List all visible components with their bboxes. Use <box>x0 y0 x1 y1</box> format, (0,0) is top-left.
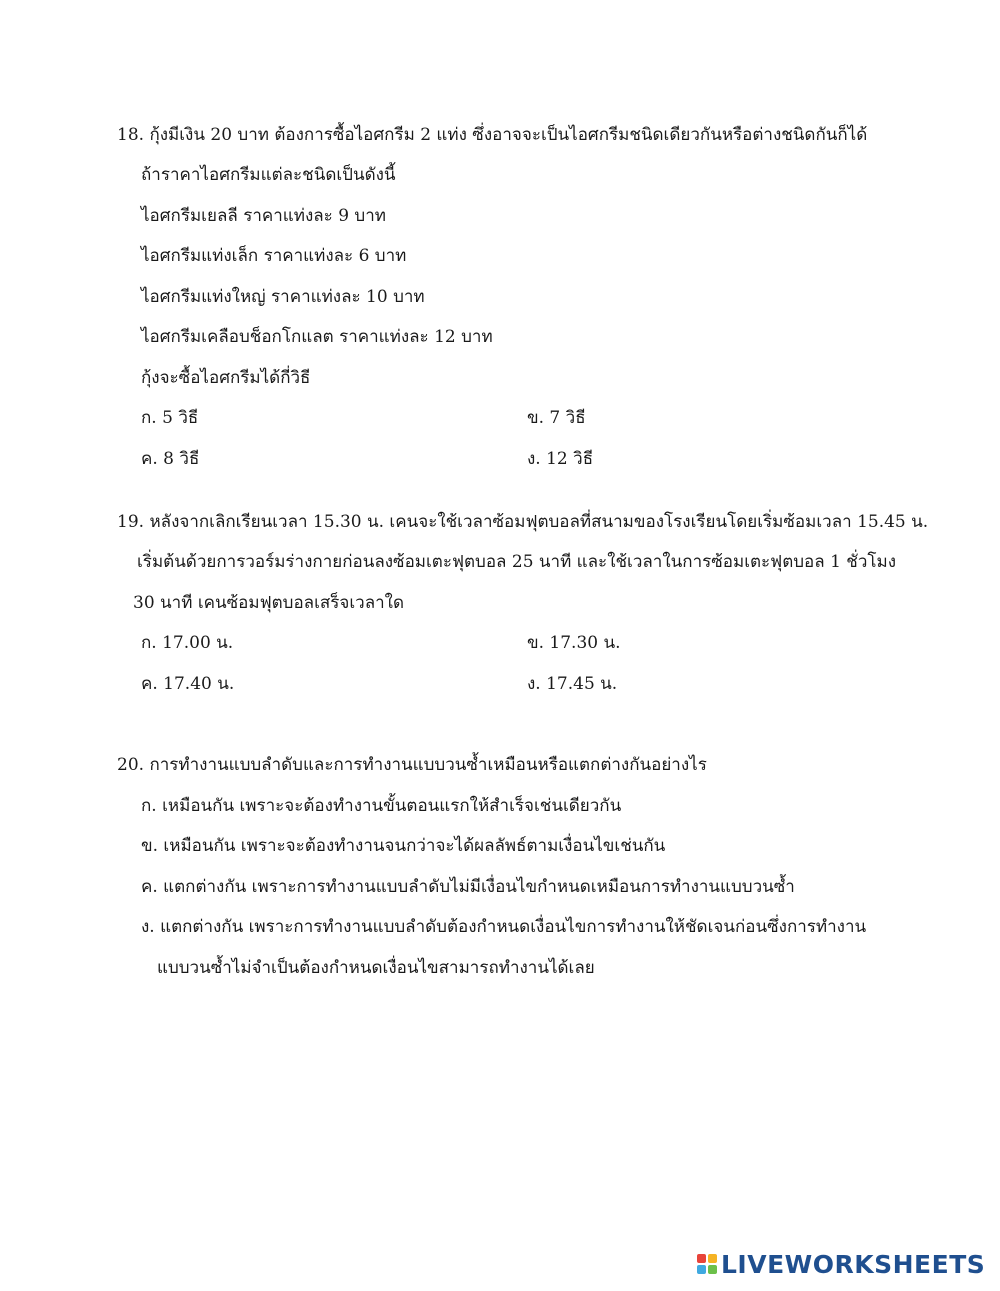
q18-option-d[interactable]: ง. 12 วิธี <box>527 449 594 469</box>
q18-price-large: ไอศกรีมแท่งใหญ่ ราคาแท่งละ 10 บาท <box>141 287 425 307</box>
q20-option-a[interactable]: ก. เหมือนกัน เพราะจะต้องทำงานขั้นตอนแรกให้สำเร็จเช่นเดียวกัน <box>141 796 622 816</box>
q18-option-c[interactable]: ค. 8 วิธี <box>141 449 200 469</box>
q19-stem-line2: เริ่มต้นด้วยการวอร์มร่างกายก่อนลงซ้อมเตะฟุตบอล 25 นาที และใช้เวลาในการซ้อมเตะฟุตบอล 1 ชั่วโมง <box>137 552 897 572</box>
q19-option-b[interactable]: ข. 17.30 น. <box>527 633 621 653</box>
q18-price-chocolate: ไอศกรีมเคลือบช็อกโกแลต ราคาแท่งละ 12 บาท <box>141 327 493 347</box>
q19-option-c[interactable]: ค. 17.40 น. <box>141 674 235 694</box>
logo-square-red <box>697 1254 706 1263</box>
q18-option-a[interactable]: ก. 5 วิธี <box>141 408 199 428</box>
q19-stem-line3: 30 นาที เคนซ้อมฟุตบอลเสร็จเวลาใด <box>133 593 405 613</box>
q19-stem-line1: 19. หลังจากเลิกเรียนเวลา 15.30 น. เคนจะใช้เวลาซ้อมฟุตบอลที่สนามของโรงเรียนโดยเริ่มซ้อมเวลา 15.45 น. <box>117 512 929 532</box>
q19-option-a[interactable]: ก. 17.00 น. <box>141 633 234 653</box>
liveworksheets-logo-text: LIVEWORKSHEETS <box>721 1249 986 1279</box>
q18-price-small: ไอศกรีมแท่งเล็ก ราคาแท่งละ 6 บาท <box>141 246 407 266</box>
q20-option-c[interactable]: ค. แตกต่างกัน เพราะการทำงานแบบลำดับไม่มีเงื่อนไขกำหนดเหมือนการทำงานแบบวนซ้ำ <box>141 877 795 897</box>
q18-stem-line2: ถ้าราคาไอศกรีมแต่ละชนิดเป็นดังนี้ <box>141 165 396 185</box>
q20-stem: 20. การทำงานแบบลำดับและการทำงานแบบวนซ้ำเหมือนหรือแตกต่างกันอย่างไร <box>117 755 707 775</box>
logo-square-green <box>708 1265 717 1274</box>
liveworksheets-logo-icon <box>697 1254 717 1274</box>
q20-option-b[interactable]: ข. เหมือนกัน เพราะจะต้องทำงานจนกว่าจะได้ผลลัพธ์ตามเงื่อนไขเช่นกัน <box>141 836 666 856</box>
q18-price-jelly: ไอศกรีมเยลลี ราคาแท่งละ 9 บาท <box>141 206 386 226</box>
q18-question: กุ้งจะซื้อไอศกรีมได้กี่วิธี <box>141 368 311 388</box>
liveworksheets-logo <box>697 1248 985 1280</box>
logo-square-yellow <box>708 1254 717 1263</box>
q20-option-d-line1[interactable]: ง. แตกต่างกัน เพราะการทำงานแบบลำดับต้องกำหนดเงื่อนไขการทำงานให้ชัดเจนก่อนซึ่งการทำงาน <box>141 917 867 937</box>
q18-option-b[interactable]: ข. 7 วิธี <box>527 408 586 428</box>
logo-square-blue <box>697 1265 706 1274</box>
q18-stem-line1: 18. กุ้งมีเงิน 20 บาท ต้องการซื้อไอศกรีม 2 แท่ง ซึ่งอาจจะเป็นไอศกรีมชนิดเดียวกันหรือต่างชนิดกันก็ได้ <box>117 125 868 145</box>
q20-option-d-line2[interactable]: แบบวนซ้ำไม่จำเป็นต้องกำหนดเงื่อนไขสามารถทำงานได้เลย <box>157 958 595 978</box>
q19-option-d[interactable]: ง. 17.45 น. <box>527 674 618 694</box>
